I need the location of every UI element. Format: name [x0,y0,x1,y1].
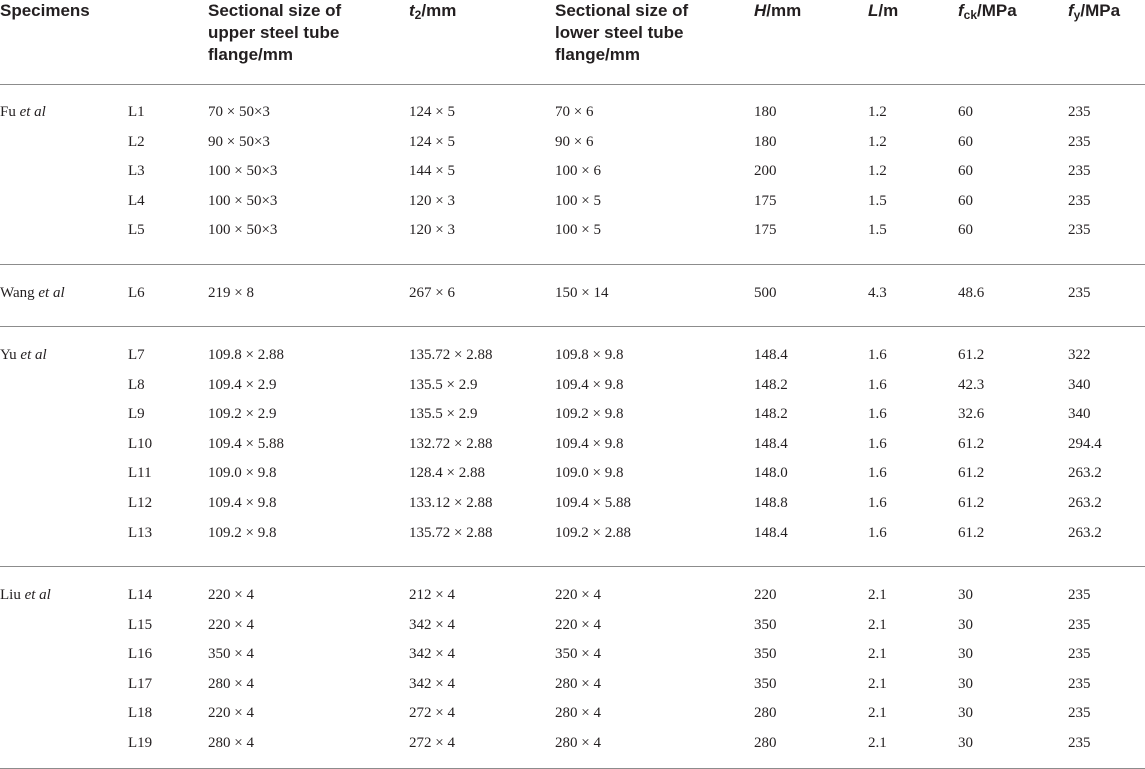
upper-flange-size: 109.2 × 2.9 [208,406,277,423]
group-author-name: Fu [0,104,16,120]
specimen-id: L11 [128,465,152,482]
t2-value: 342 × 4 [409,646,455,663]
lower-flange-size: 70 × 6 [555,104,594,120]
header-lower-line3: flange/mm [555,45,641,64]
upper-flange-size: 109.4 × 9.8 [208,495,277,511]
l-value: 1.6 [868,435,887,452]
specimen-id: L16 [128,646,153,663]
lower-flange-size: 100 × 5 [555,192,601,209]
l-value: 2.1 [868,616,887,633]
t2-value: 128.4 × 2.88 [409,465,485,482]
lower-flange-size: 109.4 × 9.8 [555,435,624,452]
lower-flange-size: 280 × 4 [555,675,601,692]
l-value: 1.2 [868,104,887,120]
t2-value: 124 × 5 [409,104,455,120]
upper-flange-size: 109.0 × 9.8 [208,465,277,482]
fy-value: 235 [1068,675,1091,692]
header-h [754,0,801,22]
upper-flange-size: 220 × 4 [208,705,254,722]
t2-value: 144 × 5 [409,163,455,180]
header-upper-line3: flange/mm [208,45,294,64]
header-h-unit: /mm [766,1,802,20]
lower-flange-size: 90 × 6 [555,133,594,150]
h-value: 280 [754,705,777,722]
header-fy-symbol: f [1068,1,1074,20]
h-value: 148.2 [754,406,788,423]
t2-value: 133.12 × 2.88 [409,495,493,511]
upper-flange-size: 100 × 50×3 [208,222,278,239]
l-value: 2.1 [868,705,887,722]
lower-flange-size: 280 × 4 [555,735,601,751]
header-t2 [409,0,456,22]
header-lower-line1: Sectional size of [555,1,689,20]
h-value: 148.4 [754,347,788,363]
l-value: 2.1 [868,735,887,751]
upper-flange-size: 220 × 4 [208,616,254,633]
l-value: 2.1 [868,646,887,663]
group-divider [0,566,1145,567]
header-l [868,0,898,22]
upper-flange-size: 90 × 50×3 [208,133,270,150]
lower-flange-size: 280 × 4 [555,705,601,722]
lower-flange-size: 350 × 4 [555,646,601,663]
t2-value: 135.5 × 2.9 [409,376,478,393]
l-value: 1.6 [868,524,887,541]
group-author-etal: et al [38,285,65,301]
fy-value: 235 [1068,163,1091,180]
specimen-id: L8 [128,376,145,393]
upper-flange-size: 100 × 50×3 [208,192,278,209]
header-upper-line2: upper steel tube [208,23,340,42]
fy-value: 235 [1068,646,1091,663]
fck-value: 48.6 [958,285,985,301]
t2-value: 272 × 4 [409,705,455,722]
header-t2-unit: /mm [421,1,457,20]
upper-flange-size: 350 × 4 [208,646,254,663]
upper-flange-size: 100 × 50×3 [208,163,278,180]
specimen-id: L18 [128,705,153,722]
t2-value: 132.72 × 2.88 [409,435,493,452]
header-upper-line1: Sectional size of [208,1,342,20]
fck-value: 60 [958,163,973,180]
fy-value: 322 [1068,347,1091,363]
header-specimens [0,0,90,22]
h-value: 180 [754,104,777,120]
fck-value: 30 [958,735,973,751]
upper-flange-size: 220 × 4 [208,587,254,603]
group-author-etal: et al [20,347,47,363]
l-value: 1.6 [868,465,887,482]
header-lower-line2: lower steel tube [555,23,684,42]
header-h-symbol: H [754,1,767,20]
upper-flange-size: 109.2 × 9.8 [208,524,277,541]
fck-value: 61.2 [958,347,985,363]
fy-value: 235 [1068,104,1091,120]
specimen-id: L7 [128,347,145,363]
t2-value: 212 × 4 [409,587,455,603]
header-fck-symbol: f [958,1,964,20]
fy-value: 235 [1068,133,1091,150]
l-value: 2.1 [868,587,887,603]
header-t2-symbol: t [409,1,415,20]
lower-flange-size: 220 × 4 [555,616,601,633]
fy-value: 235 [1068,705,1091,722]
header-specimens-text: Specimens [0,1,90,20]
l-value: 1.6 [868,347,887,363]
specimen-id: L13 [128,524,153,541]
specimen-id: L5 [128,222,145,239]
fck-value: 60 [958,192,973,209]
fy-value: 235 [1068,616,1091,633]
lower-flange-size: 109.2 × 9.8 [555,406,624,423]
h-value: 175 [754,192,777,209]
t2-value: 342 × 4 [409,616,455,633]
h-value: 350 [754,675,777,692]
fy-value: 263.2 [1068,524,1102,541]
h-value: 148.0 [754,465,788,482]
upper-flange-size: 280 × 4 [208,735,254,751]
fck-value: 60 [958,104,973,120]
l-value: 4.3 [868,285,887,301]
l-value: 1.6 [868,495,887,511]
specimen-id: L19 [128,735,153,751]
fck-value: 32.6 [958,406,985,423]
h-value: 280 [754,735,777,751]
h-value: 500 [754,285,777,301]
fck-value: 30 [958,616,973,633]
header-l-symbol: L [868,1,879,20]
h-value: 148.8 [754,495,788,511]
h-value: 148.2 [754,376,788,393]
group-divider [0,326,1145,327]
specimen-id: L10 [128,435,153,452]
lower-flange-size: 220 × 4 [555,587,601,603]
specimen-id: L12 [128,495,153,511]
group-author [0,586,51,604]
t2-value: 120 × 3 [409,222,455,239]
fy-value: 263.2 [1068,465,1102,482]
header-fck-subscript: ck [963,8,978,22]
header-fck [958,0,1017,22]
fck-value: 60 [958,133,973,150]
specimen-id: L14 [128,587,153,603]
l-value: 1.6 [868,376,887,393]
fck-value: 61.2 [958,524,985,541]
h-value: 148.4 [754,524,788,541]
t2-value: 120 × 3 [409,192,455,209]
fy-value: 235 [1068,222,1091,239]
specimen-id: L1 [128,104,145,120]
specimen-id: L4 [128,192,145,209]
header-fy-subscript: y [1073,8,1081,22]
group-author-name: Liu [0,587,21,603]
fck-value: 30 [958,675,973,692]
fy-value: 235 [1068,587,1091,603]
t2-value: 267 × 6 [409,285,455,301]
fck-value: 61.2 [958,435,985,452]
h-value: 220 [754,587,777,603]
lower-flange-size: 109.4 × 5.88 [555,495,631,511]
group-author [0,346,47,364]
t2-value: 272 × 4 [409,735,455,751]
upper-flange-size: 70 × 50×3 [208,104,270,120]
t2-value: 135.5 × 2.9 [409,406,478,423]
table-header [0,0,1145,84]
lower-flange-size: 109.0 × 9.8 [555,465,624,482]
fy-value: 235 [1068,735,1091,751]
fy-value: 340 [1068,376,1091,393]
h-value: 350 [754,616,777,633]
header-lower-flange [555,0,688,66]
l-value: 1.5 [868,192,887,209]
upper-flange-size: 219 × 8 [208,285,254,301]
lower-flange-size: 100 × 6 [555,163,601,180]
fck-value: 42.3 [958,376,985,393]
h-value: 350 [754,646,777,663]
group-author-name: Wang [0,285,35,301]
lower-flange-size: 150 × 14 [555,285,609,301]
fy-value: 263.2 [1068,495,1102,511]
upper-flange-size: 109.4 × 5.88 [208,435,284,452]
fy-value: 235 [1068,285,1091,301]
fck-value: 30 [958,646,973,663]
fck-value: 30 [958,587,973,603]
lower-flange-size: 109.4 × 9.8 [555,376,624,393]
h-value: 200 [754,163,777,180]
specimen-id: L17 [128,675,153,692]
t2-value: 135.72 × 2.88 [409,524,493,541]
t2-value: 124 × 5 [409,133,455,150]
group-author-etal: et al [19,104,46,120]
l-value: 1.2 [868,133,887,150]
lower-flange-size: 109.2 × 2.88 [555,524,631,541]
header-t2-subscript: 2 [414,8,422,22]
header-upper-flange [208,0,341,66]
l-value: 1.6 [868,406,887,423]
fck-value: 30 [958,705,973,722]
h-value: 175 [754,222,777,239]
t2-value: 135.72 × 2.88 [409,347,493,363]
h-value: 180 [754,133,777,150]
specimen-id: L15 [128,616,153,633]
l-value: 2.1 [868,675,887,692]
fy-value: 235 [1068,192,1091,209]
header-fy [1068,0,1120,22]
lower-flange-size: 100 × 5 [555,222,601,239]
fck-value: 61.2 [958,495,985,511]
fck-value: 60 [958,222,973,239]
t2-value: 342 × 4 [409,675,455,692]
fy-value: 294.4 [1068,435,1102,452]
upper-flange-size: 280 × 4 [208,675,254,692]
header-divider [0,84,1145,85]
group-author-name: Yu [0,347,17,363]
specimen-id: L6 [128,285,145,301]
header-fy-unit: /MPa [1080,1,1121,20]
fy-value: 340 [1068,406,1091,423]
specimen-id: L2 [128,133,145,150]
group-author [0,103,46,121]
l-value: 1.5 [868,222,887,239]
group-divider [0,264,1145,265]
header-l-unit: /m [878,1,899,20]
group-author [0,284,65,302]
fck-value: 61.2 [958,465,985,482]
upper-flange-size: 109.8 × 2.88 [208,347,284,363]
upper-flange-size: 109.4 × 2.9 [208,376,277,393]
header-fck-unit: /MPa [977,1,1017,20]
group-author-etal: et al [24,587,51,603]
specimen-id: L9 [128,406,145,423]
specimen-id: L3 [128,163,145,180]
lower-flange-size: 109.8 × 9.8 [555,347,624,363]
l-value: 1.2 [868,163,887,180]
h-value: 148.4 [754,435,788,452]
